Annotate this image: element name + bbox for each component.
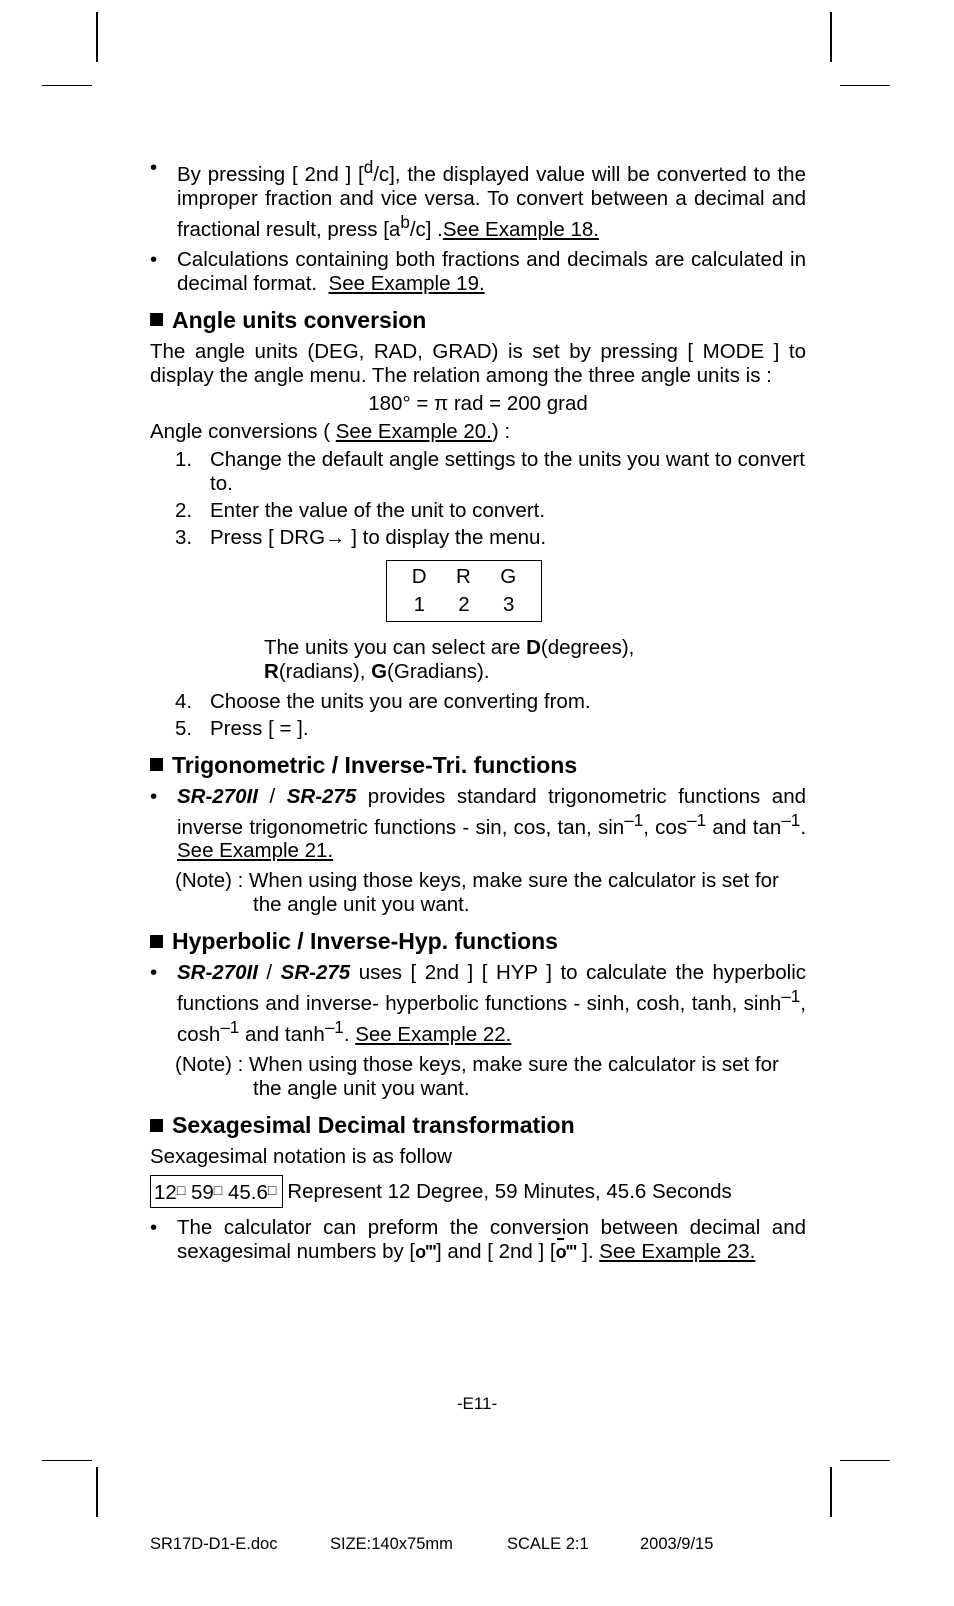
numbered-list xyxy=(150,690,806,741)
list-item: 3. Press [ DRG→ ] to display the menu. xyxy=(175,525,547,549)
example-link[interactable]: See Example 23. xyxy=(599,1240,756,1264)
numbered-list xyxy=(150,448,806,550)
square-bullet-icon xyxy=(150,758,163,771)
page-number: -E11- xyxy=(456,1394,498,1413)
list-item: • By pressing [ 2nd ] [$^d$/c], the displayed value will be converted to the improper fraction and vice versa. To convert between a decimal and fractional result, press $[a^b/c]$ .See Example 18. xyxy=(150,156,806,242)
section-heading: Angle units conversion xyxy=(150,306,806,334)
meta-date: 2003/9/15 xyxy=(640,1535,714,1553)
second-symbol: □ xyxy=(267,1182,277,1199)
note: (Note) : When using those keys, make sure the calculator is set for the angle unit you want. xyxy=(175,1053,779,1101)
list-item: 2. Enter the value of the unit to convert. xyxy=(175,498,546,522)
example-link[interactable]: See Example 20. xyxy=(335,419,492,443)
document-meta xyxy=(150,1535,713,1554)
section-heading: Sexagesimal Decimal transformation xyxy=(150,1111,806,1139)
crop-mark xyxy=(840,85,890,86)
list-item: 5. Press [ = ]. xyxy=(175,716,309,740)
note: (Note) : When using those keys, make sure the calculator is set for the angle unit you want. xyxy=(175,869,779,917)
minute-symbol: □ xyxy=(213,1182,223,1199)
dms-inverse-key-icon: o'" xyxy=(555,1242,577,1263)
degree-symbol: □ xyxy=(176,1182,186,1199)
example-link[interactable]: See Example 18. xyxy=(442,217,599,241)
example-link[interactable]: See Example 22. xyxy=(355,1023,512,1047)
example-link[interactable]: See Example 21. xyxy=(177,839,334,863)
menu-numbers-row: 1 2 3 xyxy=(413,592,515,616)
square-bullet-icon xyxy=(150,313,163,326)
list-item: • The calculator can preform the conversion between decimal and sexagesimal numbers by [o'"] and [ 2nd ] [o'" ]. See Example 23. xyxy=(150,1216,806,1264)
meta-scale: SCALE 2:1 xyxy=(507,1535,589,1553)
crop-mark xyxy=(830,1467,832,1517)
list-item: 1. Change the default angle settings to the units you want to convert to. xyxy=(175,447,805,495)
square-bullet-icon xyxy=(150,935,163,948)
crop-mark xyxy=(96,1467,98,1517)
example-link[interactable]: See Example 19. xyxy=(328,271,485,295)
square-bullet-icon xyxy=(150,1119,163,1132)
sexagesimal-box: 12□ 59□ 45.6□ xyxy=(150,1175,283,1208)
meta-file: SR17D-D1-E.doc xyxy=(150,1535,278,1553)
crop-mark xyxy=(830,12,832,62)
dms-key-icon: o'" xyxy=(415,1242,436,1263)
paragraph: The angle units (DEG, RAD, GRAD) is set by pressing [ MODE ] to display the angle menu. The relation among the three angle units is : xyxy=(150,339,806,387)
menu-letters-row: D R G xyxy=(411,564,517,588)
drg-menu-display xyxy=(386,560,542,622)
list-item: • SR-270II / SR-275 provides standard trigonometric functions and inverse trigonometric functions - sin, cos, tan, $\sin^{-1}$, $\cos^{-1}$ and $\tan^{-1}$. See Example 21. xyxy=(150,785,806,864)
sexagesimal-example: 12□ 59□ 45.6□ Represent 12 Degree, 59 Minutes, 45.6 Seconds xyxy=(150,1175,806,1208)
section-heading: Hyperbolic / Inverse-Hyp. functions xyxy=(150,927,806,955)
crop-mark xyxy=(96,12,98,62)
crop-mark xyxy=(42,85,92,86)
crop-mark xyxy=(840,1460,890,1461)
section-heading: Trigonometric / Inverse-Tri. functions xyxy=(150,751,806,779)
list-item: 4. Choose the units you are converting from. xyxy=(175,689,591,713)
paragraph: Sexagesimal notation is as follow xyxy=(150,1145,452,1169)
meta-size: SIZE:140x75mm xyxy=(330,1535,453,1553)
formula: 180° = π rad = 200 grad xyxy=(368,391,588,415)
list-item: • Calculations containing both fractions and decimals are calculated in decimal format. See Example 19. xyxy=(150,248,806,296)
crop-mark xyxy=(42,1460,92,1461)
list-item: • SR-270II / SR-275 uses [ 2nd ] [ HYP ] to calculate the hyperbolic functions and inverse- hyperbolic functions - sinh, cosh, tanh, $\sinh^{-1}$, $\cosh^{-1}$ and $\tanh^{-1}$. See Example 22. xyxy=(150,961,806,1047)
page-content xyxy=(150,156,806,1270)
paragraph: Angle conversions ( See Example 20.) : xyxy=(150,419,511,443)
units-note: The units you can select are D(degrees), R(radians), G(Gradians). xyxy=(264,635,635,683)
